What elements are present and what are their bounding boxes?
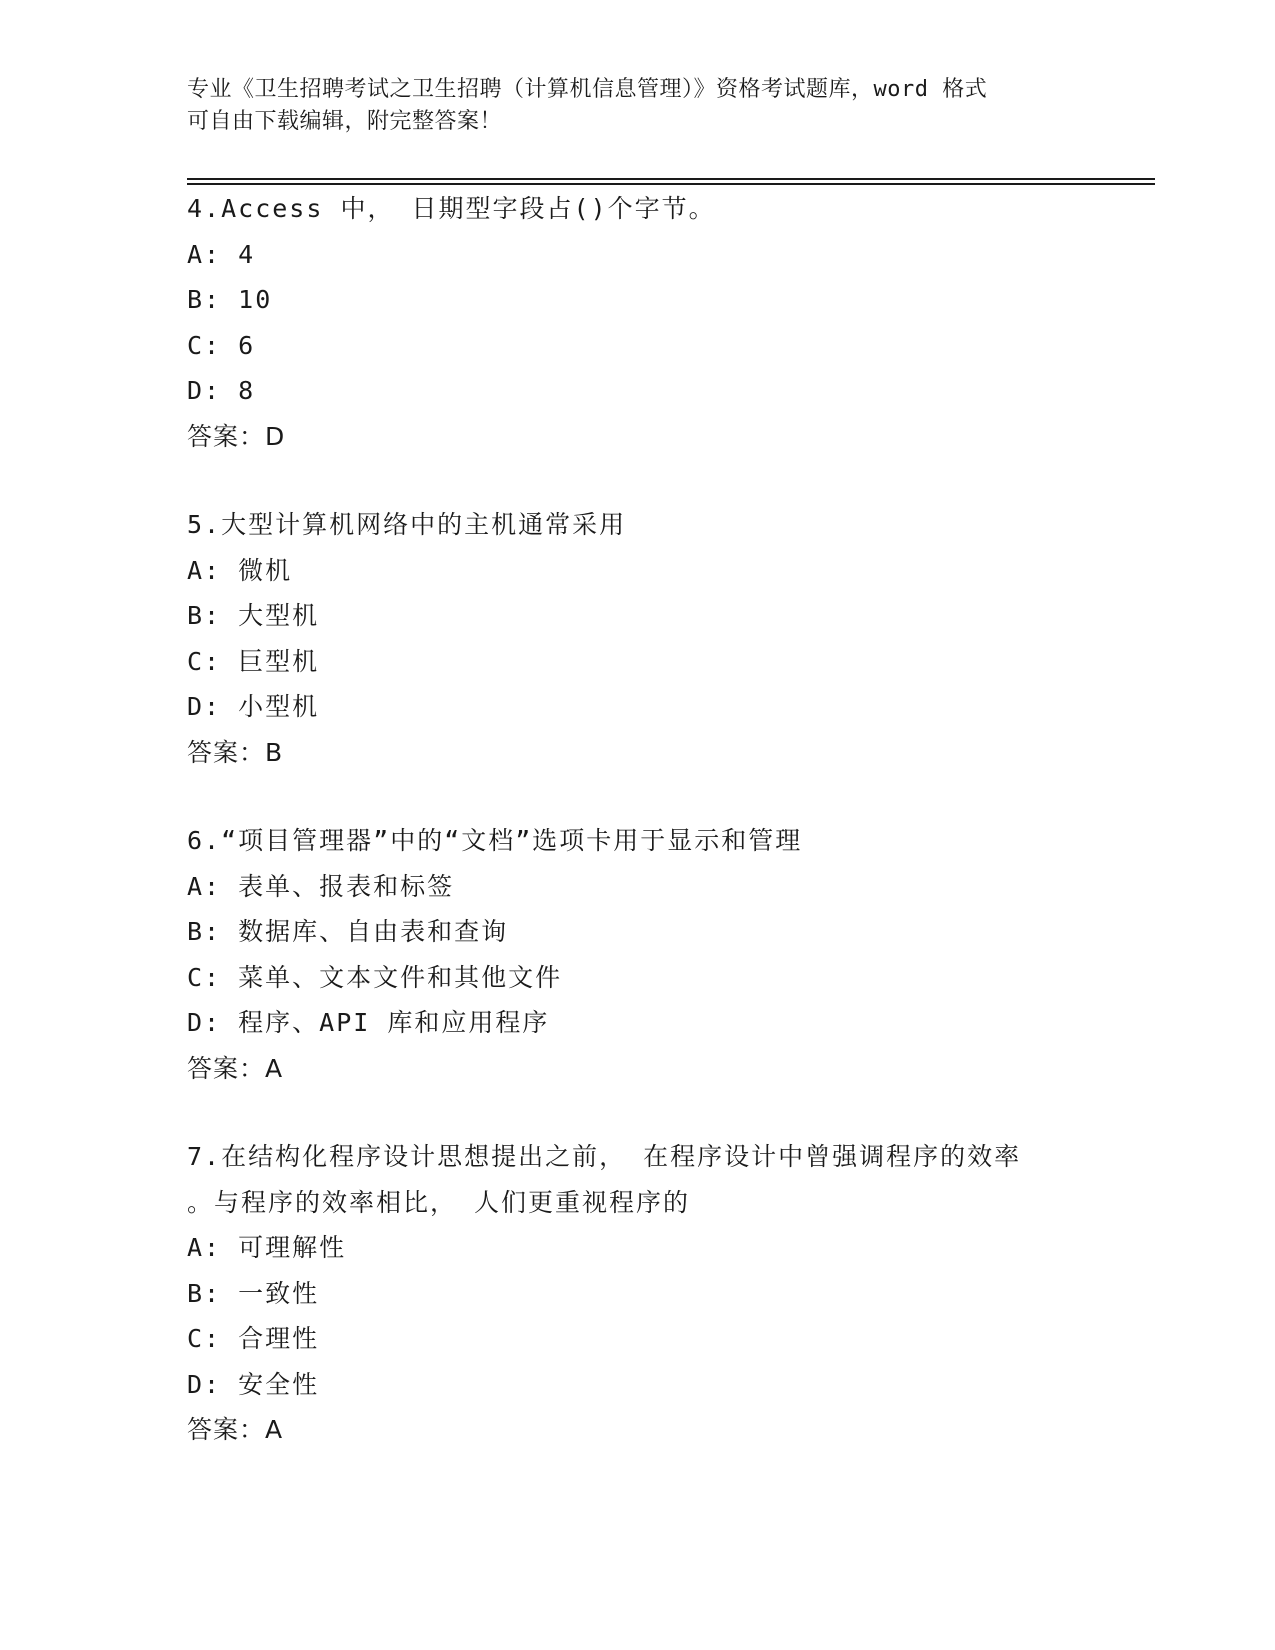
question-stem: 5.大型计算机网络中的主机通常采用: [187, 510, 627, 539]
option-d: D: 8: [187, 376, 256, 405]
answer: 答案：A: [187, 1053, 284, 1083]
question-stem: 6.“项目管理器”中的“文档”选项卡用于显示和管理: [187, 826, 803, 855]
option-c: C: 合理性: [187, 1324, 320, 1353]
option-c: C: 巨型机: [187, 646, 320, 676]
option-a: A: 4: [187, 239, 256, 269]
answer: 答案：B: [187, 737, 284, 767]
question-stem-line-2: 。与程序的效率相比， 人们更重视程序的: [187, 1187, 691, 1217]
answer: 答案：D: [187, 421, 286, 451]
option-b: B: 数据库、自由表和查询: [187, 917, 509, 946]
question-7: [187, 1134, 1107, 1453]
option-c: C: 菜单、文本文件和其他文件: [187, 962, 563, 992]
document-header: [187, 74, 1067, 138]
option-d: D: 小型机: [187, 692, 320, 721]
option-b: B: 10: [187, 285, 273, 314]
header-line-1: 专业《卫生招聘考试之卫生招聘（计算机信息管理）》资格考试题库，word 格式: [187, 77, 988, 102]
option-d: D: 程序、API 库和应用程序: [187, 1008, 550, 1037]
option-a: A: 表单、报表和标签: [187, 871, 455, 901]
option-a: A: 可理解性: [187, 1233, 347, 1262]
option-b: B: 一致性: [187, 1278, 320, 1308]
header-divider-top: [187, 178, 1155, 180]
question-4: [187, 186, 1107, 459]
option-d: D: 安全性: [187, 1369, 320, 1399]
option-b: B: 大型机: [187, 601, 320, 630]
header-line-2: 可自由下载编辑，附完整答案！: [187, 109, 503, 134]
header-divider-bottom: [187, 183, 1155, 185]
option-c: C: 6: [187, 330, 256, 360]
question-6: [187, 818, 1107, 1091]
question-stem: 4.Access 中， 日期型字段占()个字节。: [187, 194, 716, 223]
question-stem-line-1: 7.在结构化程序设计思想提出之前， 在程序设计中曾强调程序的效率: [187, 1142, 1022, 1171]
answer: 答案：A: [187, 1415, 284, 1444]
question-5: [187, 502, 1107, 775]
option-a: A: 微机: [187, 555, 293, 585]
